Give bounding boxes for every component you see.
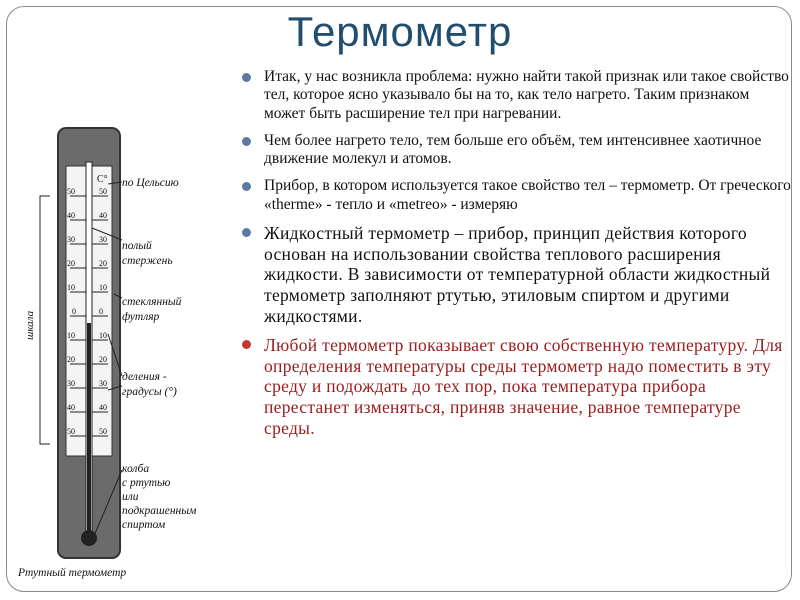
label-bulb-2: с ртутью — [122, 477, 171, 489]
label-rod-2: стержень — [122, 255, 173, 267]
tick-left-2: 30 — [67, 235, 75, 244]
bullet-text: Прибор, в котором используется такое свойство тел – термометр. От греческого «therme» - тепло и «metreo» - измеряю — [264, 177, 791, 213]
thermometer-illustration — [14, 108, 236, 588]
scale-label: шкала — [24, 310, 36, 340]
bullet-dot-icon — [242, 340, 251, 349]
tick-right-8: 30 — [99, 379, 107, 388]
tick-left-6: 10 — [67, 331, 75, 340]
thermometer-figure — [14, 108, 236, 588]
bullet-item — [240, 132, 792, 169]
label-rod-1: полый — [122, 240, 152, 252]
tick-left-10: 50 — [67, 427, 75, 436]
figure-caption: Ртутный термометр — [18, 567, 127, 579]
tick-left-5: 0 — [72, 307, 76, 316]
tick-left-3: 20 — [67, 259, 75, 268]
tick-right-7: 20 — [99, 355, 107, 364]
bullet-text: Любой термометр показывает свою собственную температуру. Для определения температуры среды термометр надо поместить в эту среду и подождать до тех пор, пока температура прибора перестанет изменяться, приняв значение, равное температуре среды. — [264, 335, 783, 438]
tick-right-4: 10 — [99, 283, 107, 292]
label-case-2: футляр — [122, 311, 160, 323]
unit-label: C° — [97, 174, 108, 185]
tick-right-2: 30 — [99, 235, 107, 244]
bullet-text: Жидкостный термометр – прибор, принцип действия которого основан на использовании свойства теплового расширения жидкости. В зависимости от температурной области жидкостный термометр заполняют ртутью, этиловым спиртом и другими жидкостями. — [264, 222, 771, 326]
tick-right-10: 50 — [99, 427, 107, 436]
label-bulb-1: колба — [122, 463, 150, 475]
bullet-dot-icon — [242, 228, 251, 237]
scale-bracket — [40, 196, 50, 444]
tick-left-7: 20 — [67, 355, 75, 364]
label-bulb-3: или — [122, 491, 139, 503]
label-celsius: по Цельсию — [122, 177, 179, 189]
label-bulb-5: спиртом — [122, 519, 166, 531]
bullet-dot-icon — [242, 73, 251, 82]
label-case-1: стеклянный — [122, 296, 182, 308]
label-div-2: градусы (°) — [122, 386, 177, 398]
slide-title: Термометр — [287, 8, 513, 55]
tick-right-1: 40 — [99, 211, 107, 220]
tick-left-9: 40 — [67, 403, 75, 412]
bullet-list — [240, 68, 792, 447]
tick-right-6: 10 — [99, 331, 107, 340]
tick-right-5: 0 — [99, 307, 103, 316]
tick-right-9: 40 — [99, 403, 107, 412]
bullet-item-highlight — [240, 335, 792, 438]
label-bulb-4: подкрашенным — [122, 505, 197, 517]
tick-left-4: 10 — [67, 283, 75, 292]
label-div-1: деления - — [122, 371, 167, 383]
bullet-item — [240, 68, 792, 123]
tick-right-0: 50 — [99, 187, 107, 196]
bullet-text: Чем более нагрето тело, тем больше его объём, тем интенсивнее хаотичное движение молекул и атомов. — [264, 131, 762, 168]
tick-left-8: 30 — [67, 379, 75, 388]
tick-right-3: 20 — [99, 259, 107, 268]
bullet-item — [240, 223, 792, 326]
bulb — [81, 530, 97, 546]
bullet-dot-icon — [242, 182, 251, 191]
bullet-item — [240, 177, 792, 214]
mercury-column — [87, 323, 91, 533]
bullet-dot-icon — [242, 137, 251, 146]
bullet-text: Итак, у нас возникла проблема: нужно найти такой признак или такое свойство тел, которое ясно указывало бы на то, как тело нагрето. Таким признаком может быть расширение тел при нагревании. — [264, 68, 789, 122]
tick-left-1: 40 — [67, 211, 75, 220]
tick-left-0: 50 — [67, 187, 75, 196]
